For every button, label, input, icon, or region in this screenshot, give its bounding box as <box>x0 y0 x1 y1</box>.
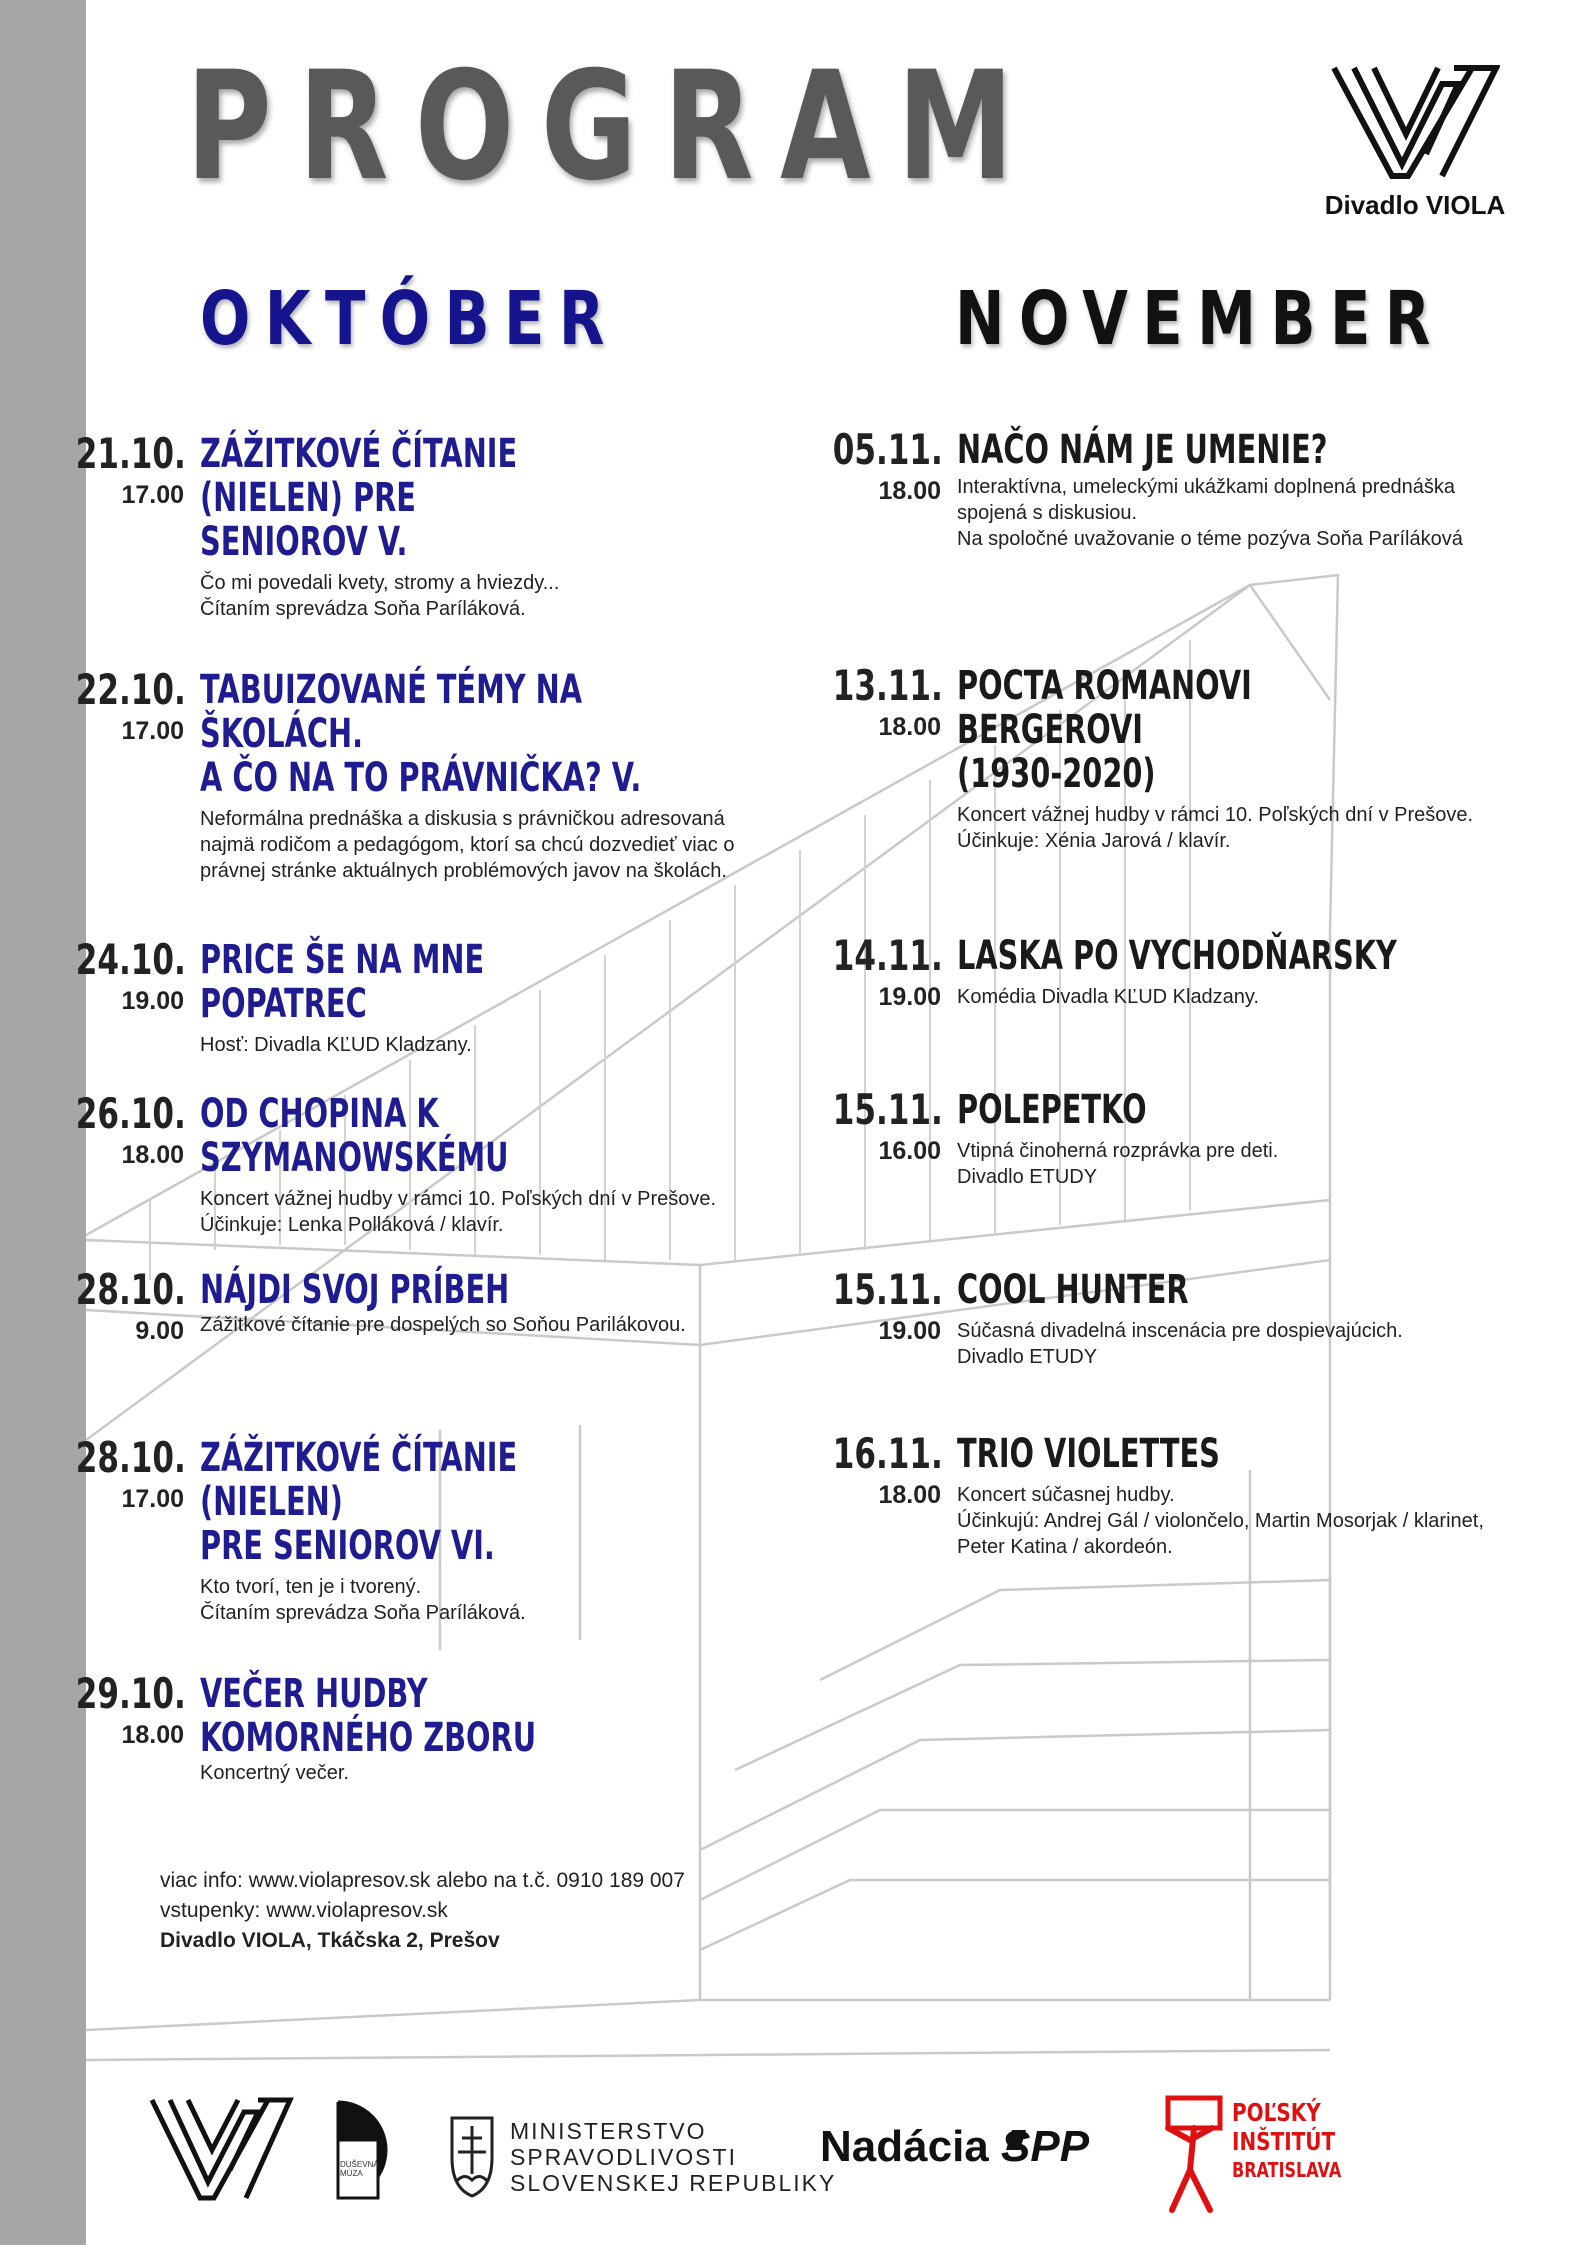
event-title <box>957 1432 1403 1476</box>
month-heading-october: OKTÓBER <box>200 276 619 362</box>
event-description-line: Účinkuje: Lenka Polláková / klavír. <box>200 1214 504 1236</box>
event-description-line: Interaktívna, umeleckými ukážkami doplnená prednáška <box>957 476 1456 498</box>
event-description <box>957 474 1567 552</box>
event-description <box>200 1760 810 1786</box>
tickets-line: vstupenky: www.violapresov.sk <box>160 1899 448 1922</box>
event-description-line: Čo mi povedali kvety, stromy a hviezdy... <box>200 572 560 594</box>
event-description-line: Zážitkové čítanie pre dospelých so Soňou Parilákovou. <box>200 1314 686 1336</box>
event-title <box>200 1268 646 1312</box>
event-description-line: Koncert vážnej hudby v rámci 10. Poľských dní v Prešove. <box>957 804 1474 826</box>
event-time: 18.00 <box>121 1721 184 1749</box>
event-title <box>957 1268 1403 1312</box>
event-time: 16.00 <box>878 1137 941 1165</box>
event-2210 <box>75 665 820 884</box>
polish-institute-logo-text: POĽSKÝ INŠTITÚT BRATISLAVA <box>1232 2098 1342 2182</box>
event-2610 <box>75 1089 820 1238</box>
event-title-line: ZÁŽITKOVÉ ČÍTANIE (NIELEN) PRE <box>200 431 518 521</box>
event-title <box>957 664 1403 796</box>
event-description-line: Peter Katina / akordeón. <box>957 1536 1173 1558</box>
event-title <box>200 1672 646 1760</box>
event-date: 22.10. <box>75 665 186 714</box>
event-1411 <box>832 931 1577 1011</box>
event-title-line: VEČER HUDBY KOMORNÉHO ZBORU <box>200 1671 537 1761</box>
event-description-line: Na spoločné uvažovanie o téme pozýva Soňa Paríláková <box>957 528 1463 550</box>
event-description <box>200 806 810 884</box>
event-date: 29.10. <box>75 1669 186 1718</box>
event-title <box>200 668 646 800</box>
viola-v-logo-small-icon <box>152 2100 290 2198</box>
event-date: 13.11. <box>832 661 943 710</box>
event-title-line: COOL HUNTER <box>957 1267 1189 1313</box>
page-title: PROGRAM <box>186 40 1041 214</box>
event-date: 16.11. <box>832 1429 943 1478</box>
event-description-line: Hosť: Divadla KĽUD Kladzany. <box>200 1034 472 1056</box>
event-description <box>200 570 810 622</box>
event-description-line: Vtipná činoherná rozprávka pre deti. <box>957 1140 1279 1162</box>
dusevna-muza-text: DUŠEVNÁ MÚZA <box>340 2160 379 2178</box>
event-0511 <box>832 425 1577 552</box>
event-time: 18.00 <box>878 713 941 741</box>
event-title-line: PRE SENIOROV VI. <box>200 1523 495 1569</box>
more-info-line: viac info: www.violapresov.sk alebo na t.č. 0910 189 007 <box>160 1869 685 1892</box>
event-date: 24.10. <box>75 935 186 984</box>
event-2110 <box>75 429 820 622</box>
event-title <box>200 1436 646 1568</box>
event-description-line: Divadlo ETUDY <box>957 1346 1098 1368</box>
event-description-line: Komédia Divadla KĽUD Kladzany. <box>957 986 1260 1008</box>
slovak-coat-of-arms-icon <box>452 2118 492 2196</box>
event-description-line: Divadlo ETUDY <box>957 1166 1098 1188</box>
event-date: 28.10. <box>75 1433 186 1482</box>
event-1511-afternoon <box>832 1085 1577 1190</box>
event-title-line: ZÁŽITKOVÉ ČÍTANIE (NIELEN) <box>200 1435 518 1525</box>
event-title-line: SENIOROV V. <box>200 519 408 565</box>
event-1311 <box>832 661 1577 854</box>
event-date: 28.10. <box>75 1265 186 1314</box>
event-description <box>957 1482 1567 1560</box>
event-title-line: TABUIZOVANÉ TÉMY NA ŠKOLÁCH. <box>200 667 583 757</box>
polish-institute-figure-icon <box>1168 2098 1220 2210</box>
event-description-line: Koncert vážnej hudby v rámci 10. Poľských dní v Prešove. <box>200 1188 717 1210</box>
event-description <box>200 1574 810 1626</box>
event-1611 <box>832 1429 1577 1560</box>
event-date: 15.11. <box>832 1085 943 1134</box>
event-title-line: OD CHOPINA K SZYMANOWSKÉMU <box>200 1091 509 1181</box>
event-time: 19.00 <box>121 987 184 1015</box>
event-title <box>957 934 1403 978</box>
event-time: 19.00 <box>878 983 941 1011</box>
event-date: 21.10. <box>75 429 186 478</box>
event-2410 <box>75 935 820 1058</box>
event-description <box>200 1186 810 1238</box>
event-description-line: Kto tvorí, ten je i tvorený. <box>200 1576 422 1598</box>
event-2810-afternoon <box>75 1433 820 1626</box>
event-description <box>957 1318 1567 1370</box>
event-description-line: Súčasná divadelná inscenácia pre dospievajúcich. <box>957 1320 1403 1342</box>
event-title-line: LASKA PO VYCHODŇARSKY <box>957 933 1397 979</box>
event-time: 17.00 <box>121 717 184 745</box>
event-title <box>200 1092 646 1180</box>
event-date: 26.10. <box>75 1089 186 1138</box>
address-line: Divadlo VIOLA, Tkáčska 2, Prešov <box>160 1929 500 1952</box>
event-description-line: najmä rodičom a pedagógom, ktorí sa chcú dozvedieť viac o <box>200 834 735 856</box>
event-description <box>200 1312 810 1338</box>
ministry-of-justice-logo-text: MINISTERSTVO SPRAVODLIVOSTI SLOVENSKEJ REPUBLIKY <box>510 2118 837 2196</box>
nadacia-spp-logo-text: Nadácia SPP <box>820 2122 1090 2171</box>
event-time: 18.00 <box>878 1481 941 1509</box>
event-time: 18.00 <box>121 1141 184 1169</box>
event-2810-morning <box>75 1265 820 1345</box>
event-time: 19.00 <box>878 1317 941 1345</box>
event-description-line: Koncertný večer. <box>200 1762 349 1784</box>
left-gray-strip <box>0 0 86 2245</box>
event-description-line: Účinkuje: Xénia Jarová / klavír. <box>957 830 1231 852</box>
event-title <box>200 938 646 1026</box>
event-title <box>957 1088 1403 1132</box>
event-title-line: A ČO NA TO PRÁVNIČKA? V. <box>200 755 642 801</box>
event-description-line: právnej stránke aktuálnych problémových javov na školách. <box>200 860 727 882</box>
event-description-line: Čítaním sprevádza Soňa Paríláková. <box>200 598 526 620</box>
event-time: 18.00 <box>878 477 941 505</box>
event-description <box>957 802 1567 854</box>
event-title-line: PRICE ŠE NA MNE POPATREC <box>200 937 485 1027</box>
event-2910 <box>75 1669 820 1786</box>
event-title-line: POLEPETKO <box>957 1087 1147 1133</box>
event-description-line: spojená s diskusiou. <box>957 502 1138 524</box>
theater-name: Divadlo VIOLA <box>1324 190 1506 220</box>
month-heading-november: NOVEMBER <box>955 276 1445 362</box>
event-description-line: Neformálna prednáška a diskusia s právničkou adresovaná <box>200 808 725 830</box>
event-description <box>200 1032 810 1058</box>
dusevna-muza-logo-icon <box>338 2102 386 2198</box>
event-description-line: Účinkujú: Andrej Gál / violončelo, Martin Mosorjak / klarinet, <box>957 1510 1484 1532</box>
contact-info <box>160 1866 685 1956</box>
event-title-line: TRIO VIOLETTES <box>957 1431 1220 1477</box>
viola-v-logo-icon <box>1330 64 1500 182</box>
event-description <box>957 1138 1567 1190</box>
event-1511-evening <box>832 1265 1577 1370</box>
event-description-line: Koncert súčasnej hudby. <box>957 1484 1175 1506</box>
event-title-line: POCTA ROMANOVI BERGEROVI <box>957 663 1252 753</box>
event-time: 17.00 <box>121 1485 184 1513</box>
event-title <box>957 428 1403 472</box>
event-description <box>957 984 1567 1010</box>
event-date: 15.11. <box>832 1265 943 1314</box>
event-title-line: NÁJDI SVOJ PRÍBEH <box>200 1267 510 1313</box>
event-description-line: Čítaním sprevádza Soňa Paríláková. <box>200 1602 526 1624</box>
event-time: 9.00 <box>135 1317 184 1345</box>
event-title <box>200 432 646 564</box>
event-title-line: NAČO NÁM JE UMENIE? <box>957 427 1328 473</box>
event-date: 14.11. <box>832 931 943 980</box>
event-title-line: (1930-2020) <box>957 751 1156 797</box>
event-date: 05.11. <box>832 425 943 474</box>
event-time: 17.00 <box>121 481 184 509</box>
